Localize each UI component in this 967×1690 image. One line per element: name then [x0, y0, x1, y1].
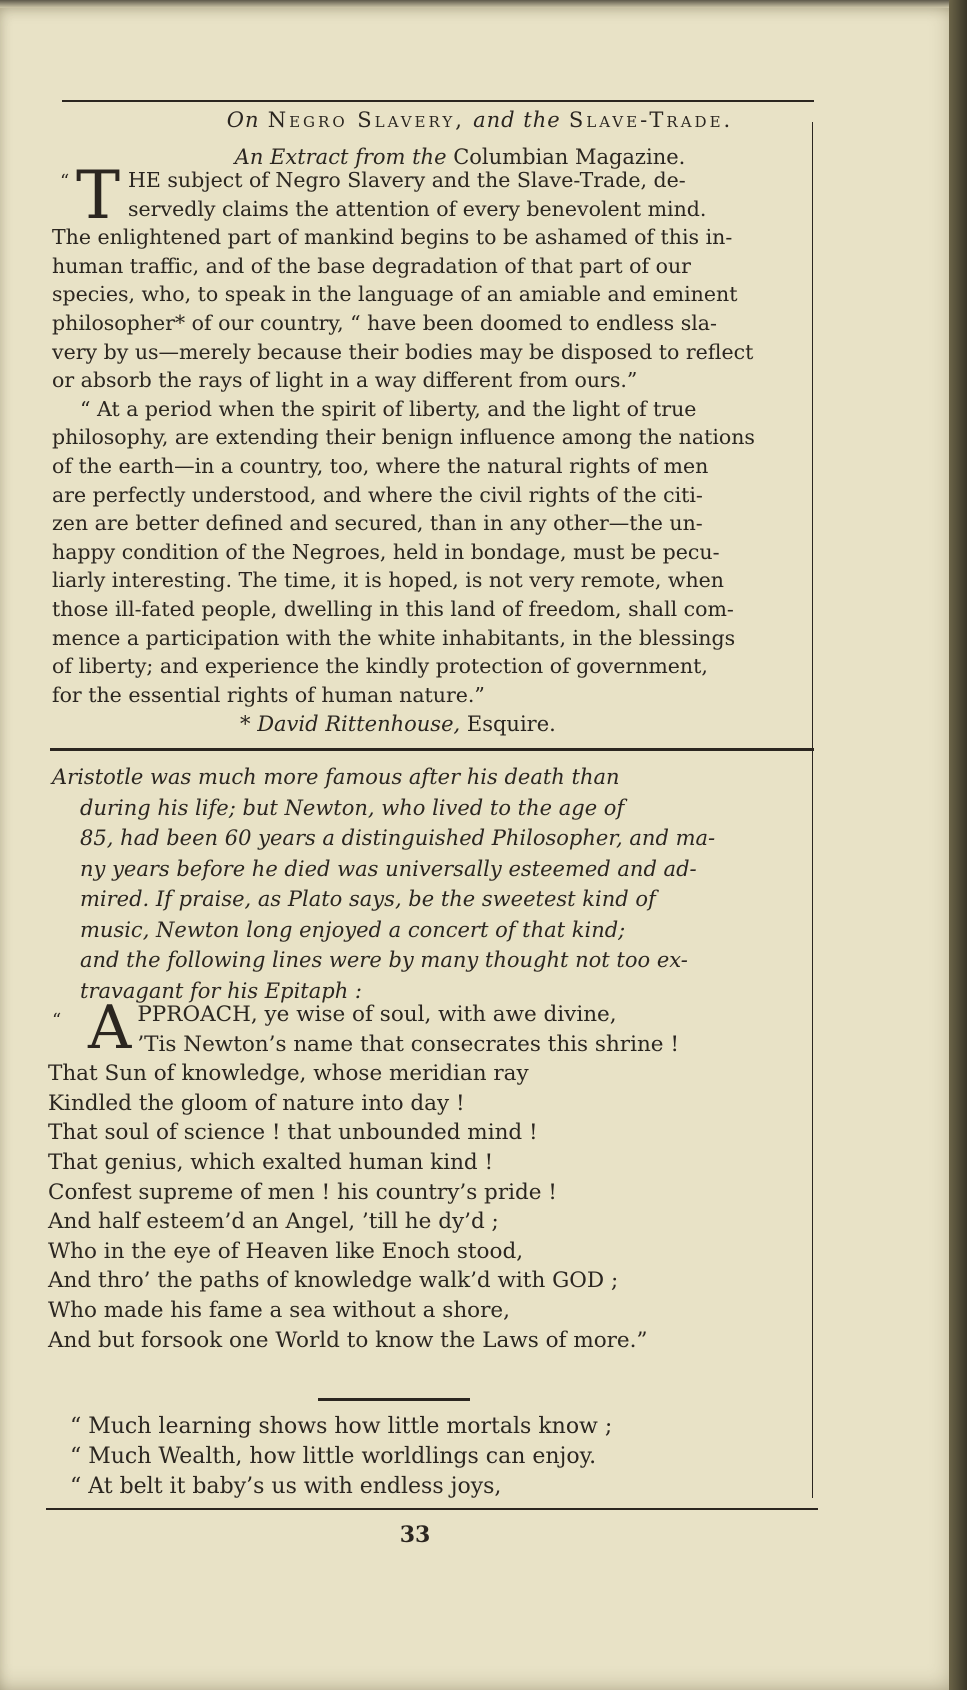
poem-line: That soul of science ! that unbounded mind ! [48, 1120, 538, 1146]
poem-line: And but forsook one World to know the Laws of more.” [48, 1327, 648, 1353]
poem-line: Who in the eye of Heaven like Enoch stood, [48, 1238, 524, 1264]
heading-negro-slavery: Negro Slavery, [267, 108, 465, 132]
text-line: ny years before he died was universally esteemed and ad- [80, 856, 697, 881]
poem-line: Confest supreme of men ! his country’s pride ! [48, 1179, 557, 1205]
frame-top-rule [62, 100, 814, 102]
heading-and-the: and the [473, 108, 561, 132]
text-line: philosophy, are extending their benign influence among the nations [52, 425, 755, 450]
text-line: mence a participation with the white inhabitants, in the blessings [52, 625, 736, 650]
text-line: human traffic, and of the base degradation of that part of our [52, 253, 691, 278]
poem-line: ’Tis Newton’s name that consecrates this shrine ! [137, 1031, 679, 1057]
text-line: servedly claims the attention of every benevolent mind. [128, 196, 707, 221]
footnote-name: David Rittenhouse, [257, 712, 461, 736]
text-line: or absorb the rays of light in a way different from ours.” [52, 368, 638, 393]
text-line: Aristotle was much more famous after his death than [52, 765, 620, 789]
text-line: mired. If praise, as Plato says, be the sweetest kind of [80, 887, 656, 911]
text-line: during his life; but Newton, who lived to the age of [80, 795, 625, 820]
poem-line: That genius, which exalted human kind ! [48, 1149, 494, 1175]
text-line: philosopher* of our country, “ have been doomed to endless sla- [52, 310, 717, 335]
footnote [240, 712, 640, 736]
text-line: very by us—merely because their bodies may be disposed to reflect [52, 339, 754, 364]
text-line: travagant for his Epitaph : [80, 978, 362, 1003]
page-top-edge [0, 0, 967, 8]
page-number: 33 [399, 1522, 431, 1548]
poem-open-quote: “ [52, 1010, 62, 1031]
verses [70, 1412, 790, 1502]
poem-line: And half esteem’d an Angel, ’till he dy’d ; [48, 1209, 499, 1235]
text-line: music, Newton long enjoyed a concert of that kind; [80, 917, 626, 942]
text-line: for the essential rights of human nature.” [52, 682, 485, 707]
verse-line: “ Much learning shows how little mortals know ; [70, 1414, 613, 1439]
subheading-roman: Columbian Magazine. [453, 145, 686, 169]
text-line: of the earth—in a country, too, where the natural rights of men [52, 453, 709, 478]
poem-line: PPROACH, ye wise of soul, with awe divine, [137, 1002, 617, 1027]
poem-line: Who made his fame a sea without a shore, [48, 1297, 510, 1323]
text-line: those ill-fated people, dwelling in this land of freedom, shall com- [52, 596, 734, 621]
text-line: species, who, to speak in the language of an amiable and eminent [52, 282, 738, 307]
poem-line: That Sun of knowledge, whose meridian ray [48, 1061, 529, 1087]
drop-cap: T [76, 157, 121, 234]
text-line: “ At a period when the spirit of liberty, and the light of true [80, 396, 697, 421]
text-line: HE subject of Negro Slavery and the Slave-Trade, de- [128, 168, 686, 192]
footnote-star: * [240, 712, 251, 736]
book-spine-shadow [949, 0, 967, 1690]
text-line: are perfectly understood, and where the civil rights of the citi- [52, 482, 703, 507]
bottom-rule [46, 1508, 818, 1510]
short-divider [318, 1398, 470, 1401]
subheading-italic: An Extract from the [234, 145, 447, 169]
epitaph-poem [48, 993, 808, 1355]
text-line: of liberty; and experience the kindly protection of government, [52, 654, 708, 679]
text-line: zen are better defined and secured, than in any other—the un- [52, 511, 703, 536]
verse-line: “ At belt it baby’s us with endless joys, [70, 1474, 502, 1499]
poem-line: And thro’ the paths of knowledge walk’d with GOD ; [48, 1268, 619, 1294]
poem-drop-cap: A [88, 993, 132, 1063]
text-line: and the following lines were by many thought not too ex- [80, 948, 688, 972]
heading-on: On [226, 108, 260, 132]
verse-line: “ Much Wealth, how little worldlings can enjoy. [70, 1444, 597, 1469]
newton-paragraph [52, 762, 804, 1006]
poem-line: Kindled the gloom of nature into day ! [48, 1090, 465, 1116]
section-divider [50, 748, 814, 751]
frame-right-rule [812, 122, 813, 1498]
heading-slave-trade: Slave-Trade. [568, 108, 734, 132]
text-line: liarly interesting. The time, it is hoped, is not very remote, when [52, 568, 725, 593]
footnote-title: Esquire. [466, 712, 556, 736]
open-quote: “ [60, 171, 70, 192]
text-line: The enlightened part of mankind begins to be ashamed of this in- [52, 225, 733, 250]
text-line: happy condition of the Negroes, held in bondage, must be pecu- [52, 539, 720, 564]
article-heading [150, 108, 810, 132]
newton-article [52, 762, 804, 1006]
paragraph-2 [52, 395, 812, 710]
text-line: 85, had been 60 years a distinguished Philosopher, and ma- [80, 826, 716, 850]
